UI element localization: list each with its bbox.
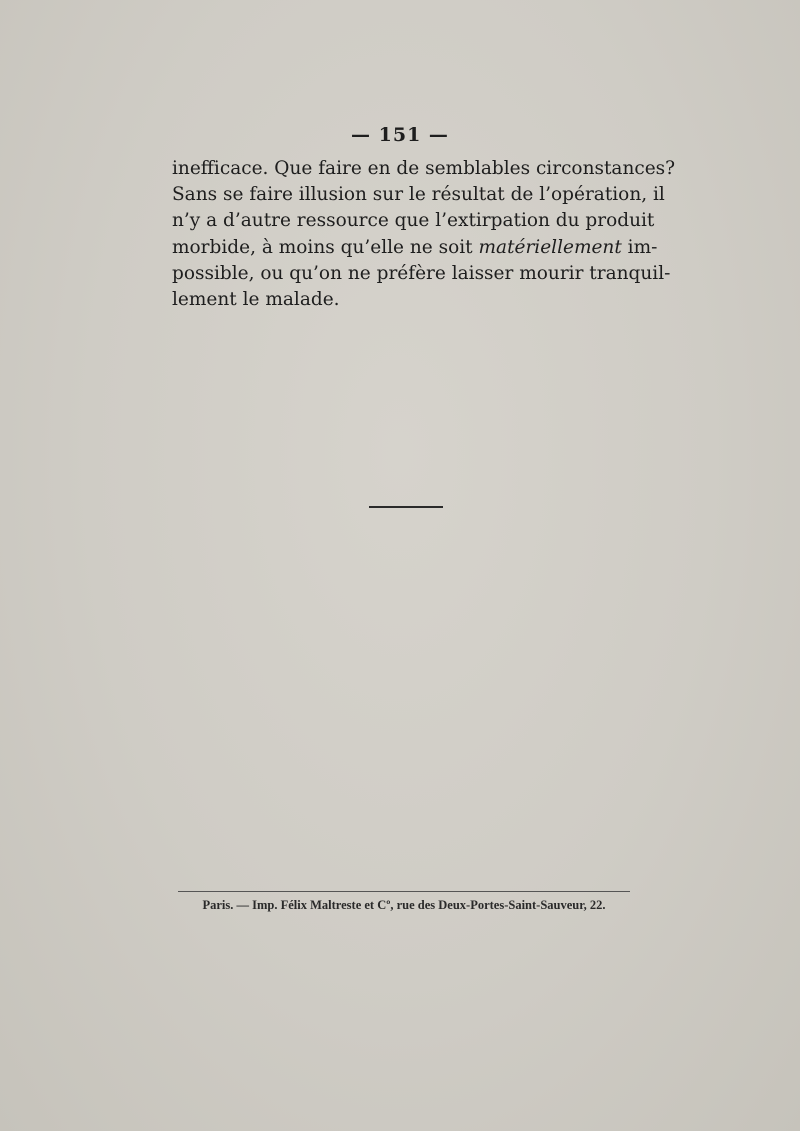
text-line-6: lement le malade. <box>172 289 340 311</box>
body-paragraph <box>172 156 676 313</box>
emphasized-word: matériellement <box>478 236 622 258</box>
page-number: — 151 — <box>351 124 449 146</box>
footer-divider <box>178 891 630 892</box>
printer-imprint: Paris. — Imp. Félix Maltreste et Cº, rue des Deux-Portes-Saint-Sauveur, 22. <box>202 898 606 912</box>
text-line-1: inefficace. Que faire en de semblables circonstances? <box>172 158 676 179</box>
text-line-4-end: im- <box>621 236 658 258</box>
section-end-rule <box>369 506 443 508</box>
text-line-2: Sans se faire illusion sur le résultat de l’opération, il <box>172 184 665 206</box>
text-line-5: possible, ou qu’on ne préfère laisser mourir tranquil- <box>172 262 671 284</box>
text-line-3: n’y a d’autre ressource que l’extirpation du produit <box>172 210 655 232</box>
text-line-4 <box>172 235 658 261</box>
text-line-4-start: morbide, à moins qu’elle ne soit <box>172 236 479 258</box>
